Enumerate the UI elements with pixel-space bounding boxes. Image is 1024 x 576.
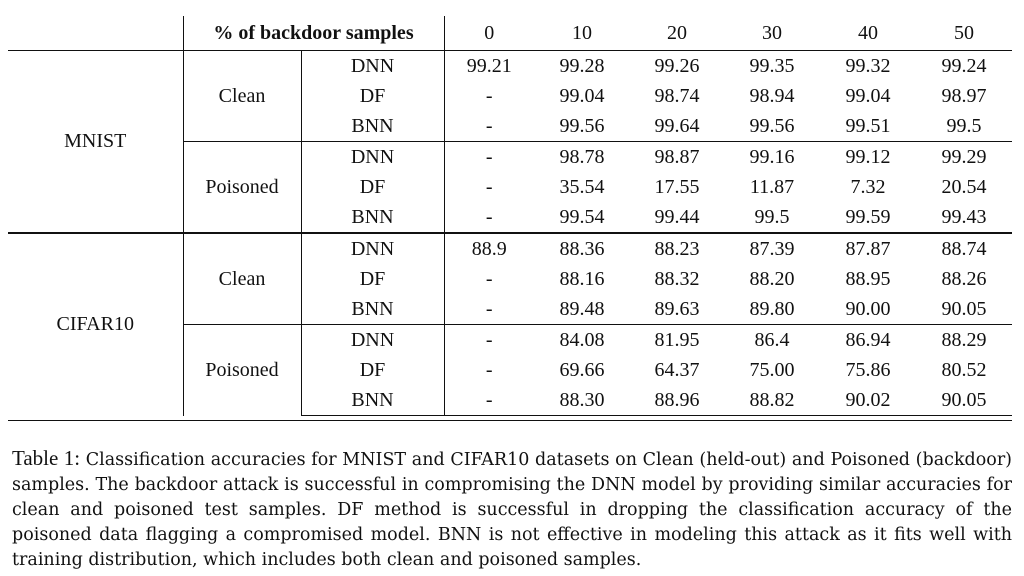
accuracy-cell: 99.29 — [916, 142, 1012, 173]
accuracy-cell: - — [485, 205, 493, 228]
accuracy-cell: 75.86 — [845, 358, 891, 381]
accuracy-cell: 20.54 — [941, 175, 987, 198]
accuracy-cell: 99.32 — [845, 54, 891, 77]
accuracy-cell: 99.12 — [820, 142, 916, 173]
accuracy-cell: 90.05 — [916, 385, 1012, 416]
subset-name: Poisoned — [183, 142, 301, 234]
subset-name: Poisoned — [183, 325, 301, 416]
column-header: 50 — [916, 16, 1012, 51]
accuracy-cell: 88.96 — [630, 385, 724, 416]
header-label: % of backdoor samples — [183, 16, 444, 51]
accuracy-cell: 81.95 — [630, 325, 724, 356]
accuracy-cell: 89.48 — [559, 297, 605, 320]
model-name: DNN — [301, 142, 444, 173]
accuracy-cell: 90.00 — [845, 297, 891, 320]
accuracy-cell: 80.52 — [941, 358, 987, 381]
accuracy-cell: 87.87 — [820, 233, 916, 264]
accuracy-cell: 99.44 — [654, 205, 700, 228]
accuracy-cell: 7.32 — [850, 175, 886, 198]
accuracy-cell: 88.30 — [534, 385, 630, 416]
model-name: DF — [301, 81, 444, 111]
model-name: BNN — [301, 111, 444, 142]
accuracy-cell: - — [444, 142, 534, 173]
caption-text: Classification accuracies for MNIST and CIFAR10 datasets on Clean (held-out) and Poisoned (backdoor) samples. The backdoor attack is successful in compromising the DNN model by providing similar accuracies for clean and poisoned test samples. DF method is successful in dropping the classification accuracy of the poisoned data flagging a compromised model. BNN is not effective in modeling this attack as it fits well with training distribution, which includes both clean and poisoned samples. — [12, 449, 1013, 570]
subset-name: Clean — [183, 233, 301, 325]
model-name: BNN — [301, 294, 444, 325]
table-caption — [12, 446, 1012, 573]
accuracy-cell: 99.5 — [754, 205, 790, 228]
column-header: 10 — [534, 16, 630, 51]
accuracy-cell: - — [485, 175, 493, 198]
accuracy-cell: 99.16 — [724, 142, 820, 173]
model-name: BNN — [301, 385, 444, 416]
accuracy-cell: 98.78 — [534, 142, 630, 173]
accuracy-cell: 99.59 — [845, 205, 891, 228]
accuracy-cell: 99.26 — [654, 54, 700, 77]
accuracy-cell: 88.29 — [916, 325, 1012, 356]
subset-name: Clean — [183, 51, 301, 142]
accuracy-cell: 98.74 — [654, 84, 700, 107]
accuracy-cell: 88.20 — [749, 267, 795, 290]
accuracy-cell: 99.54 — [559, 205, 605, 228]
accuracy-cell: 99.24 — [941, 54, 987, 77]
table-bottom-rule — [8, 420, 1012, 421]
accuracy-cell: 98.97 — [941, 84, 987, 107]
accuracy-cell: 88.26 — [941, 267, 987, 290]
accuracy-cell: - — [444, 325, 534, 356]
model-name: DNN — [301, 51, 444, 82]
accuracy-cell: 99.64 — [654, 114, 700, 137]
accuracy-cell: 88.82 — [724, 385, 820, 416]
model-name: DF — [301, 264, 444, 294]
accuracy-cell: 86.94 — [820, 325, 916, 356]
accuracy-cell: 99.43 — [941, 205, 987, 228]
accuracy-cell: 89.80 — [749, 297, 795, 320]
accuracy-cell: 98.87 — [630, 142, 724, 173]
accuracy-cell: 99.04 — [559, 84, 605, 107]
accuracy-cell: - — [485, 114, 493, 137]
accuracy-cell: 35.54 — [559, 175, 605, 198]
accuracy-cell: 17.55 — [654, 175, 700, 198]
model-name: DF — [301, 172, 444, 202]
accuracy-cell: 99.51 — [845, 114, 891, 137]
accuracy-cell: 99.21 — [466, 54, 512, 77]
accuracy-cell: 88.32 — [654, 267, 700, 290]
column-header: 40 — [820, 16, 916, 51]
accuracy-cell: 88.9 — [444, 233, 534, 264]
table-body — [8, 51, 1012, 416]
header-corner — [8, 16, 183, 51]
accuracy-cell: 90.02 — [820, 385, 916, 416]
accuracy-cell: - — [485, 84, 493, 107]
accuracy-cell: 64.37 — [654, 358, 700, 381]
accuracy-cell: 84.08 — [534, 325, 630, 356]
column-header: 30 — [724, 16, 820, 51]
model-name: DNN — [301, 325, 444, 356]
accuracy-cell: 87.39 — [724, 233, 820, 264]
accuracy-cell: - — [444, 385, 534, 416]
accuracy-cell: 88.36 — [534, 233, 630, 264]
accuracy-cell: - — [485, 358, 493, 381]
dataset-name: MNIST — [8, 51, 183, 234]
accuracy-cell: 99.56 — [749, 114, 795, 137]
accuracy-cell: 99.56 — [559, 114, 605, 137]
accuracy-cell: 99.5 — [946, 114, 982, 137]
accuracy-cell: 99.35 — [749, 54, 795, 77]
model-name: DNN — [301, 233, 444, 264]
accuracy-cell: 88.23 — [630, 233, 724, 264]
table-row — [8, 51, 1012, 82]
column-header: 20 — [630, 16, 724, 51]
accuracy-cell: 88.95 — [845, 267, 891, 290]
accuracy-cell: 89.63 — [654, 297, 700, 320]
accuracy-cell: 75.00 — [749, 358, 795, 381]
dataset-name: CIFAR10 — [8, 233, 183, 416]
accuracy-cell: 69.66 — [559, 358, 605, 381]
column-header: 0 — [444, 16, 534, 51]
accuracy-cell: 99.04 — [845, 84, 891, 107]
header-row — [8, 16, 1012, 51]
accuracy-cell: 99.28 — [559, 54, 605, 77]
accuracy-cell: 98.94 — [749, 84, 795, 107]
model-name: DF — [301, 355, 444, 385]
accuracy-cell: 88.16 — [559, 267, 605, 290]
model-name: BNN — [301, 202, 444, 233]
accuracy-cell: 11.87 — [749, 175, 795, 198]
accuracy-cell: 88.74 — [916, 233, 1012, 264]
table-row — [8, 233, 1012, 264]
accuracy-cell: - — [485, 297, 493, 320]
accuracy-cell: 90.05 — [941, 297, 987, 320]
results-table — [8, 16, 1012, 416]
accuracy-cell: 86.4 — [724, 325, 820, 356]
accuracy-cell: - — [485, 267, 493, 290]
caption-label: Table 1: — [12, 445, 81, 470]
